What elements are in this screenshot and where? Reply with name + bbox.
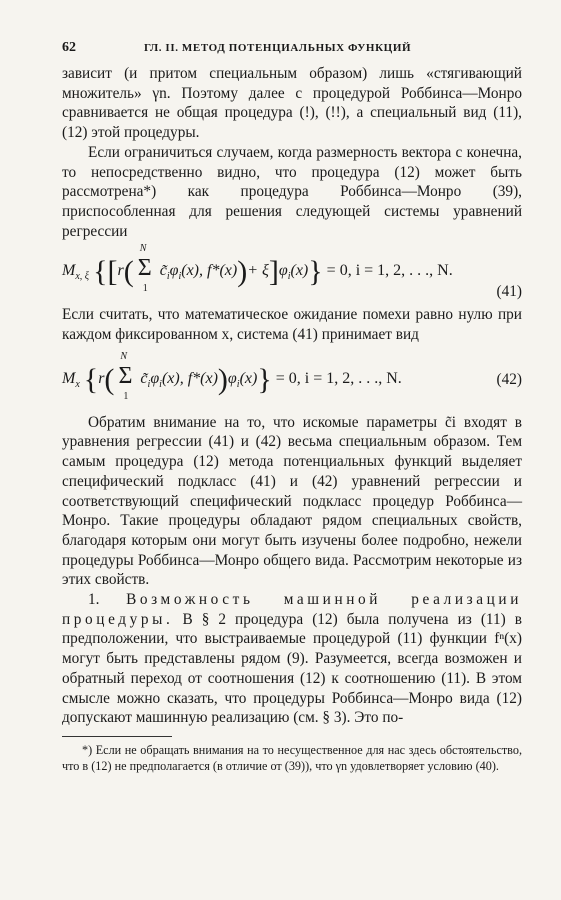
page-number: 62 xyxy=(62,40,76,55)
running-title: ГЛ. II. МЕТОД ПОТЕНЦИАЛЬНЫХ ФУНКЦИЙ xyxy=(144,42,412,54)
equation-41-number: (41) xyxy=(496,283,522,301)
section-number: 1. xyxy=(88,591,100,609)
equation-41 xyxy=(62,241,522,305)
footnote: *) Если не обращать внимания на то несущественное для нас здесь обстоятельство, что в (12) не предполагается (в отличие от (39)), что γn удовлетворяет условию (40). xyxy=(62,742,522,773)
section-heading: Возможность машинной реализации процедуры. xyxy=(62,591,523,628)
book-page xyxy=(62,40,522,775)
equation-42-tail: = 0, i = 1, 2, . . ., N. xyxy=(275,369,402,387)
footnote-rule xyxy=(62,736,172,737)
paragraph-4: Обратим внимание на то, что искомые параметры c̃i входят в уравнения регрессии (41) и (42) весьма специальным образом. Тем самым процедура (12) метода потенциальных функций выделяет специфический подкласс (41) и (42) уравнений регрессии и соответствующий специфический подкласс процедур Роббинса—Монро. Такие процедуры обладают рядом специальных свойств, благодаря которым они могут быть изучены более подробно, нежели процедуры Роббинса—Монро общего вида. Рассмотрим некоторые из этих свойств. xyxy=(62,413,522,589)
equation-42 xyxy=(62,345,522,413)
paragraph-1: зависит (и притом специальным образом) лишь «стягивающий множитель» γn. Поэтому далее с процедурой Роббинса—Монро сравнивается не общая процедура (!), (!!), а специальный вид (11), (12) этой процедуры. xyxy=(62,65,522,142)
equation-41-tail: = 0, i = 1, 2, . . ., N. xyxy=(326,262,453,280)
paragraph-5 xyxy=(62,590,522,728)
equation-42-body: $M_x$ {r( N Σ 1 $c̃_i\varphi_i(x)$, $f*(x))\varphi_i(x)\} = 0$, i = 1, 2, . . ., N. xyxy=(62,350,402,402)
equation-42-number: (42) xyxy=(496,370,522,388)
equation-41-body: $M_{x, \xi}$ {[r( N Σ 1 $c̃_i\varphi_i(x)$, $f*(x))+ \xi]\varphi_i(x)\} = 0$, i = 1, 2, . . ., N. xyxy=(62,243,453,295)
paragraph-2: Если ограничиться случаем, когда размерность вектора c конечна, то непосредственно видно, что процедура (12) может быть рассмотрена*) как процедура Роббинса—Монро (39), приспособленная для решения следующей системы уравнений регрессии xyxy=(62,143,522,240)
paragraph-3: Если считать, что математическое ожидание помехи равно нулю при каждом фиксированном x, система (41) принимает вид xyxy=(62,306,522,344)
paragraph-5-text: В § 2 процедура (12) была получена из (11) в предположении, что выстраиваемые процедурой (11) функции fⁿ(x) могут быть представлены рядом (9). Разумеется, всегда возможен и обратный переход от соотношения (12) к соотношению (11). В этом смысле можно сказать, что процедуры Роббинса—Монро вида (12) допускают машинную реализацию (см. § 3). Это по- xyxy=(62,610,522,727)
page-header xyxy=(62,40,522,64)
